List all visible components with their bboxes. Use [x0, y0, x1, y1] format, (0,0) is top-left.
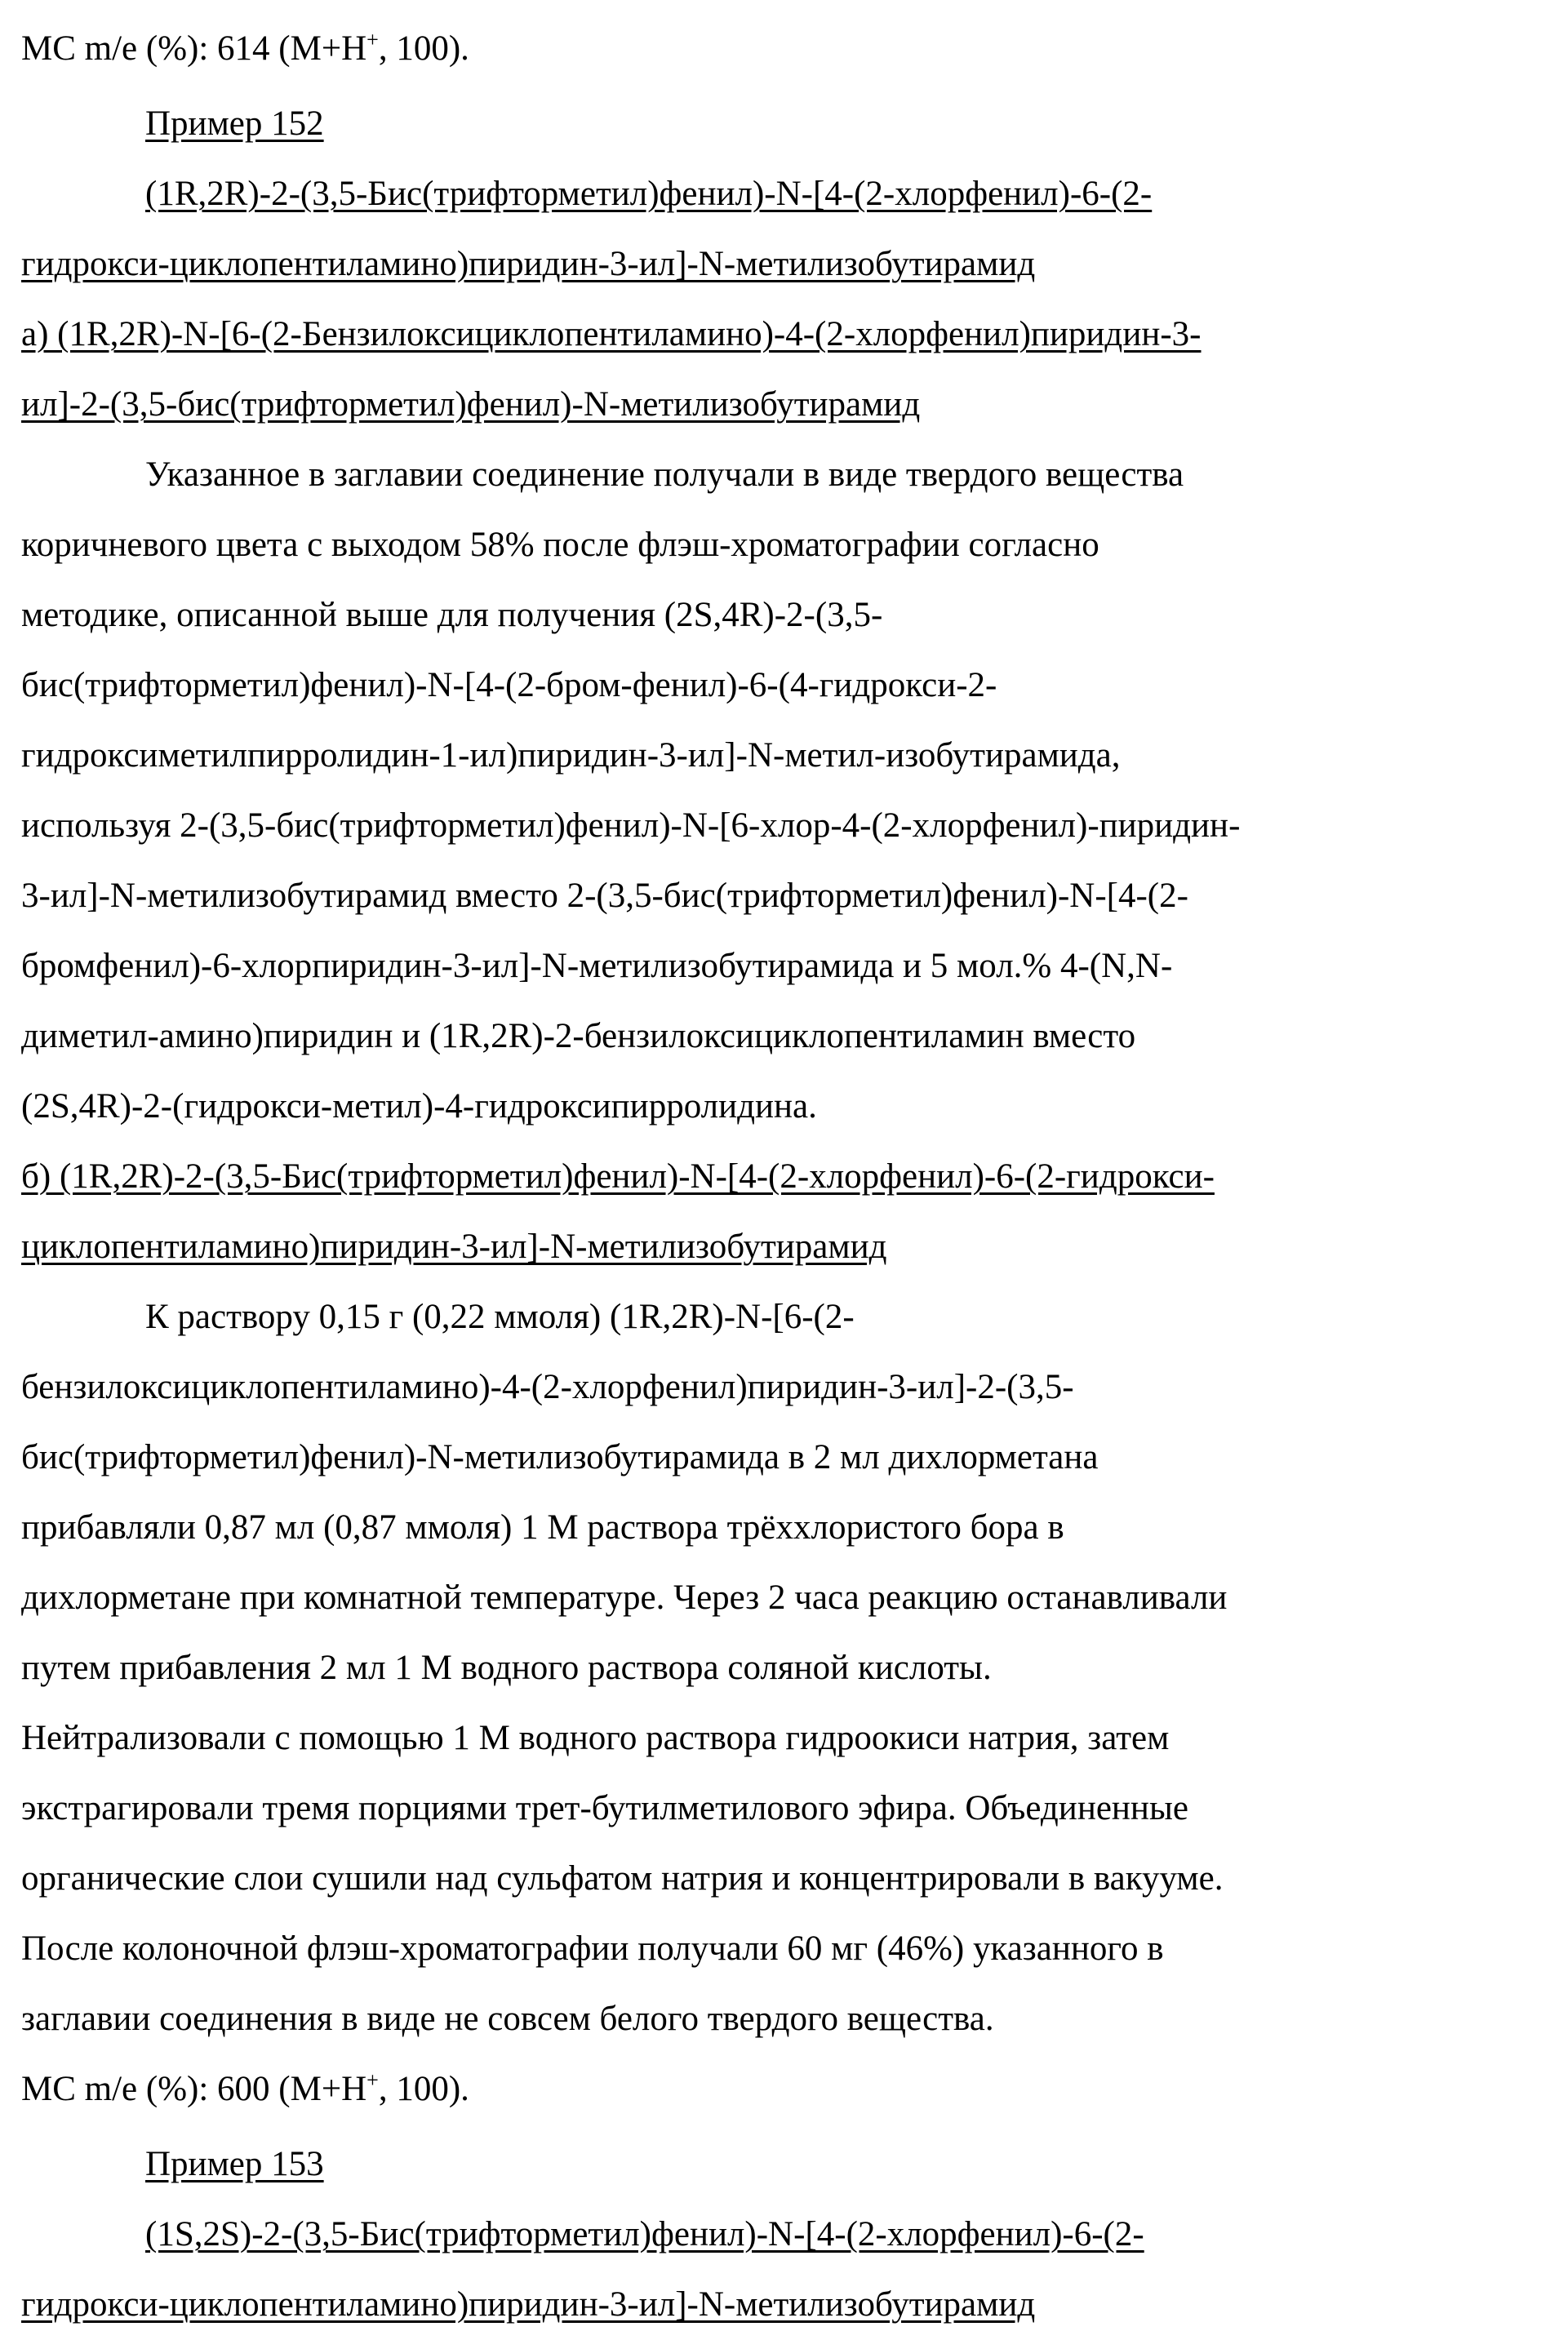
paragraph-line	[21, 510, 1552, 580]
paragraph-text: методике, описанной выше для получения (2S,4R)-2-(3,5-	[21, 596, 882, 634]
paragraph-line	[21, 1563, 1552, 1633]
paragraph-text: гидроксиметилпирролидин-1-ил)пиридин-3-ил]-N-метил-изобутирамида,	[21, 736, 1121, 775]
paragraph-line	[21, 1984, 1552, 2054]
ms-result-line	[21, 2054, 1552, 2125]
compound-title-line	[21, 2200, 1552, 2270]
paragraph-line	[21, 1633, 1552, 1703]
paragraph-text: экстрагировали тремя порциями трет-бутилметилового эфира. Объединенные	[21, 1789, 1188, 1827]
compound-title-text: гидрокси-циклопентиламино)пиридин-3-ил]-N-метилизобутирамид	[21, 2285, 1035, 2324]
paragraph-text: заглавии соединения в виде не совсем белого твердого вещества.	[21, 2000, 994, 2038]
paragraph-line	[21, 1844, 1552, 1914]
paragraph-line	[21, 1001, 1552, 1072]
paragraph-text: диметил-амино)пиридин и (1R,2R)-2-бензилоксициклопентиламин вместо	[21, 1017, 1135, 1055]
paragraph-text: 3-ил]-N-метилизобутирамид вместо 2-(3,5-бис(трифторметил)фенил)-N-[4-(2-	[21, 877, 1188, 915]
paragraph-line	[21, 931, 1552, 1001]
paragraph-line	[21, 1352, 1552, 1423]
step-heading-line	[21, 370, 1552, 440]
step-heading-line	[21, 1142, 1552, 1212]
compound-title-text: гидрокси-циклопентиламино)пиридин-3-ил]-N-метилизобутирамид	[21, 245, 1035, 283]
superscript-charge: +	[366, 28, 379, 51]
paragraph-text: бис(трифторметил)фенил)-N-метилизобутирамида в 2 мл дихлорметана	[21, 1438, 1098, 1476]
paragraph-text: коричневого цвета с выходом 58% после флэш-хроматографии согласно	[21, 526, 1099, 564]
paragraph-line	[21, 1493, 1552, 1563]
step-heading-text: циклопентиламино)пиридин-3-ил]-N-метилизобутирамид	[21, 1228, 886, 1266]
superscript-charge: +	[366, 2068, 379, 2092]
example-heading-line	[21, 89, 1552, 159]
step-heading-line	[21, 1212, 1552, 1282]
compound-title-text: (1S,2S)-2-(3,5-Бис(трифторметил)фенил)-N-[4-(2-хлорфенил)-6-(2-	[145, 2215, 1144, 2253]
step-heading-text: б) (1R,2R)-2-(3,5-Бис(трифторметил)фенил)-N-[4-(2-хлорфенил)-6-(2-гидрокси-	[21, 1157, 1215, 1196]
paragraph-text: органические слои сушили над сульфатом натрия и концентрировали в вакууме.	[21, 1859, 1223, 1898]
step-heading-line	[21, 300, 1552, 370]
paragraph-text: (2S,4R)-2-(гидрокси-метил)-4-гидроксипирролидина.	[21, 1087, 817, 1126]
paragraph-line	[21, 650, 1552, 721]
paragraph-line	[21, 1282, 1552, 1352]
paragraph-text: прибавляли 0,87 мл (0,87 ммоля) 1 М раствора трёххлористого бора в	[21, 1508, 1064, 1547]
paragraph-line	[21, 861, 1552, 931]
paragraph-text: путем прибавления 2 мл 1 М водного раствора соляной кислоты.	[21, 1649, 992, 1687]
step-heading-text: а) (1R,2R)-N-[6-(2-Бензилоксициклопентиламино)-4-(2-хлорфенил)пиридин-3-	[21, 315, 1201, 353]
document-page	[21, 14, 1552, 2340]
paragraph-text: бис(трифторметил)фенил)-N-[4-(2-бром-фенил)-6-(4-гидрокси-2-	[21, 666, 997, 704]
paragraph-text: бензилоксициклопентиламино)-4-(2-хлорфенил)пиридин-3-ил]-2-(3,5-	[21, 1368, 1074, 1406]
example-heading-text: Пример 152	[145, 104, 324, 143]
paragraph-text: После колоночной флэш-хроматографии получали 60 мг (46%) указанного в	[21, 1929, 1164, 1968]
ms-result-text-tail: , 100).	[379, 2070, 469, 2108]
paragraph-text: используя 2-(3,5-бис(трифторметил)фенил)-N-[6-хлор-4-(2-хлорфенил)-пиридин-	[21, 806, 1240, 845]
paragraph-line	[21, 440, 1552, 510]
paragraph-line	[21, 1774, 1552, 1844]
compound-title-line	[21, 159, 1552, 229]
compound-title-text: (1R,2R)-2-(3,5-Бис(трифторметил)фенил)-N-[4-(2-хлорфенил)-6-(2-	[145, 175, 1152, 213]
paragraph-text: бромфенил)-6-хлорпиридин-3-ил]-N-метилизобутирамида и 5 мол.% 4-(N,N-	[21, 947, 1172, 985]
ms-result-text: МС m/e (%): 614 (M+H	[21, 29, 366, 68]
example-heading-text: Пример 153	[145, 2145, 324, 2183]
paragraph-line	[21, 1423, 1552, 1493]
paragraph-text: Указанное в заглавии соединение получали в виде твердого вещества	[145, 455, 1184, 494]
ms-result-text: МС m/e (%): 600 (M+H	[21, 2070, 366, 2108]
paragraph-line	[21, 1703, 1552, 1774]
paragraph-line	[21, 1914, 1552, 1984]
paragraph-text: дихлорметане при комнатной температуре. Через 2 часа реакцию останавливали	[21, 1579, 1227, 1617]
ms-result-text-tail: , 100).	[379, 29, 469, 68]
step-heading-text: ил]-2-(3,5-бис(трифторметил)фенил)-N-метилизобутирамид	[21, 385, 920, 424]
example-heading-line	[21, 2129, 1552, 2200]
compound-title-line	[21, 2270, 1552, 2340]
paragraph-line	[21, 1072, 1552, 1142]
paragraph-text: К раствору 0,15 г (0,22 ммоля) (1R,2R)-N-[6-(2-	[145, 1298, 855, 1336]
paragraph-text: Нейтрализовали с помощью 1 М водного раствора гидроокиси натрия, затем	[21, 1719, 1169, 1757]
compound-title-line	[21, 229, 1552, 300]
paragraph-line	[21, 580, 1552, 650]
ms-result-line	[21, 14, 1552, 84]
paragraph-line	[21, 791, 1552, 861]
paragraph-line	[21, 721, 1552, 791]
